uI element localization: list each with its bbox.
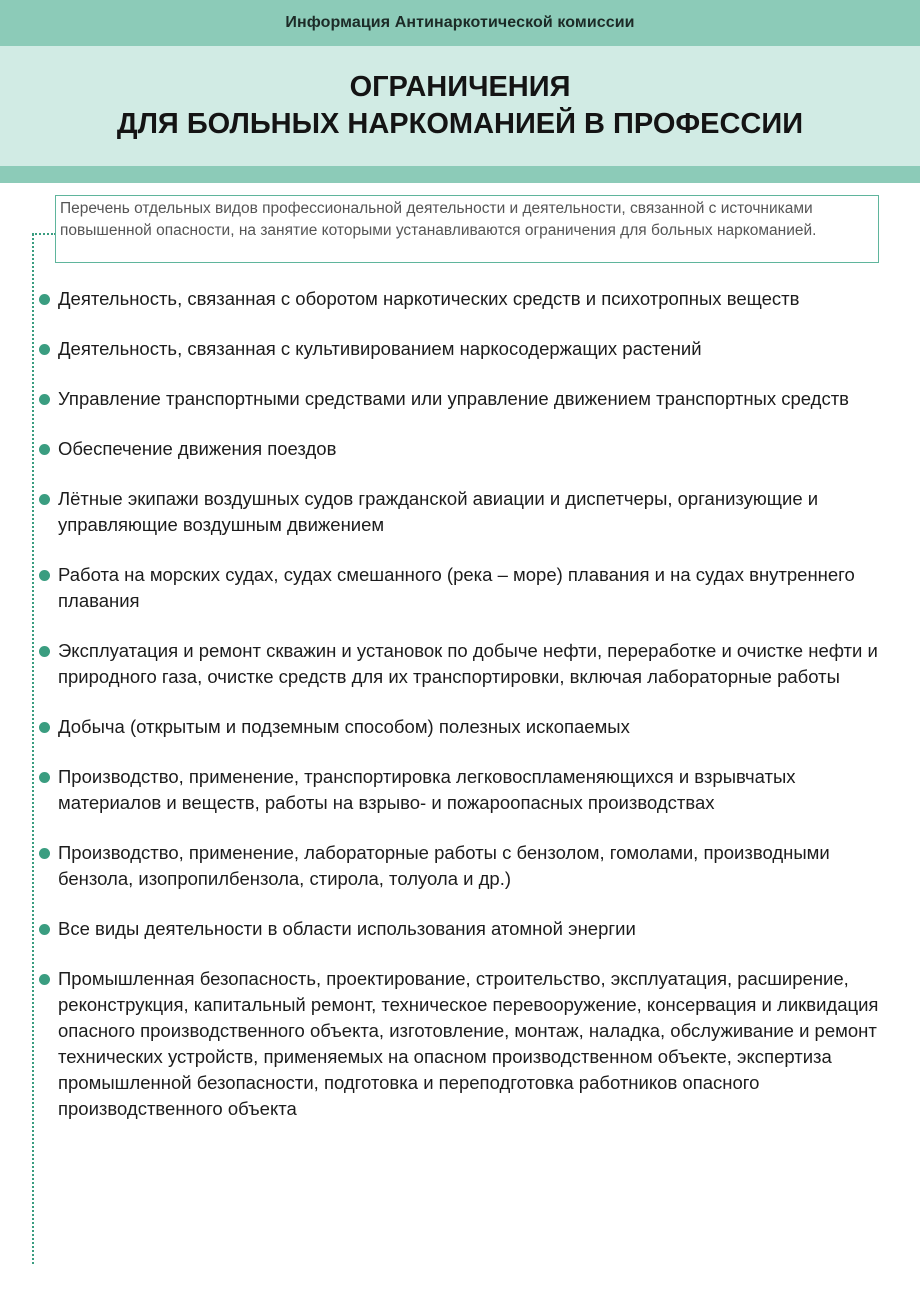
- list-item-text: Производство, применение, лабораторные работы с бензолом, гомолами, производными бензола, изопропилбензола, стирола, толуола и др.): [58, 842, 830, 889]
- dotted-connector: [32, 233, 56, 235]
- list-item-text: Промышленная безопасность, проектирование, строительство, эксплуатация, расширение, реконструкция, капитальный ремонт, техническое перевооружение, консервация и ликвидация опасного производственного объекта, изготовление, монтаж, наладка, обслуживание и ремонт технических устройств, применяемых на опасном производственном объекте, экспертиза промышленной безопасности, подготовка и переподготовка работников опасного производственного объекта: [58, 968, 879, 1119]
- header-stripe: [0, 166, 920, 183]
- top-banner: [0, 0, 920, 46]
- list-item-text: Управление транспортными средствами или управление движением транспортных средств: [58, 388, 849, 409]
- title-line-2: ДЛЯ БОЛЬНЫХ НАРКОМАНИЕЙ В ПРОФЕССИИ: [116, 108, 804, 140]
- bullet-dot-icon: [39, 494, 50, 505]
- bullet-dot-icon: [39, 848, 50, 859]
- title-line-1: ОГРАНИЧЕНИЯ: [349, 71, 571, 103]
- title-header: [0, 46, 920, 166]
- list-item: [38, 966, 898, 1122]
- list-item: [38, 840, 898, 892]
- intro-text: Перечень отдельных видов профессиональной деятельности и деятельности, связанной с источниками повышенной опасности, на занятие которыми устанавливаются ограничения для больных наркоманией.: [55, 195, 879, 263]
- list-item-text: Все виды деятельности в области использования атомной энергии: [58, 918, 636, 939]
- list-item-text: Деятельность, связанная с оборотом наркотических средств и психотропных веществ: [58, 288, 800, 309]
- bullet-dot-icon: [39, 294, 50, 305]
- list-item: [38, 336, 898, 362]
- list-item-text: Добыча (открытым и подземным способом) полезных ископаемых: [58, 716, 630, 737]
- bullet-dot-icon: [39, 924, 50, 935]
- list-item-text: Работа на морских судах, судах смешанного (река – море) плавания и на судах внутреннего плавания: [58, 564, 855, 611]
- list-item-text: Деятельность, связанная с культивированием наркосодержащих растений: [58, 338, 702, 359]
- list-item: [38, 764, 898, 816]
- commission-label: Информация Антинаркотической комиссии: [285, 14, 635, 31]
- list-item-text: Эксплуатация и ремонт скважин и установок по добыче нефти, переработке и очистке нефти и природного газа, очистке средств для их транспортировки, включая лабораторные работы: [58, 640, 878, 687]
- list-item: [38, 436, 898, 462]
- dotted-rail: [32, 234, 34, 1264]
- bullet-dot-icon: [39, 444, 50, 455]
- bullet-dot-icon: [39, 570, 50, 581]
- bullet-dot-icon: [39, 772, 50, 783]
- bullet-dot-icon: [39, 974, 50, 985]
- list-item: [38, 638, 898, 690]
- list-item: [38, 386, 898, 412]
- list-item: [38, 714, 898, 740]
- list-item: [38, 486, 898, 538]
- list-item-text: Лётные экипажи воздушных судов гражданской авиации и диспетчеры, организующие и управляющие воздушным движением: [58, 488, 819, 535]
- list-item-text: Производство, применение, транспортировка легковоспламеняющихся и взрывчатых материалов и веществ, работы на взрыво- и пожароопасных производствах: [58, 766, 796, 813]
- list-item-text: Обеспечение движения поездов: [58, 438, 337, 459]
- list-item: [38, 562, 898, 614]
- bullet-dot-icon: [39, 646, 50, 657]
- restrictions-list: [38, 286, 898, 1146]
- list-item: [38, 286, 898, 312]
- bullet-dot-icon: [39, 344, 50, 355]
- list-item: [38, 916, 898, 942]
- bullet-dot-icon: [39, 394, 50, 405]
- bullet-dot-icon: [39, 722, 50, 733]
